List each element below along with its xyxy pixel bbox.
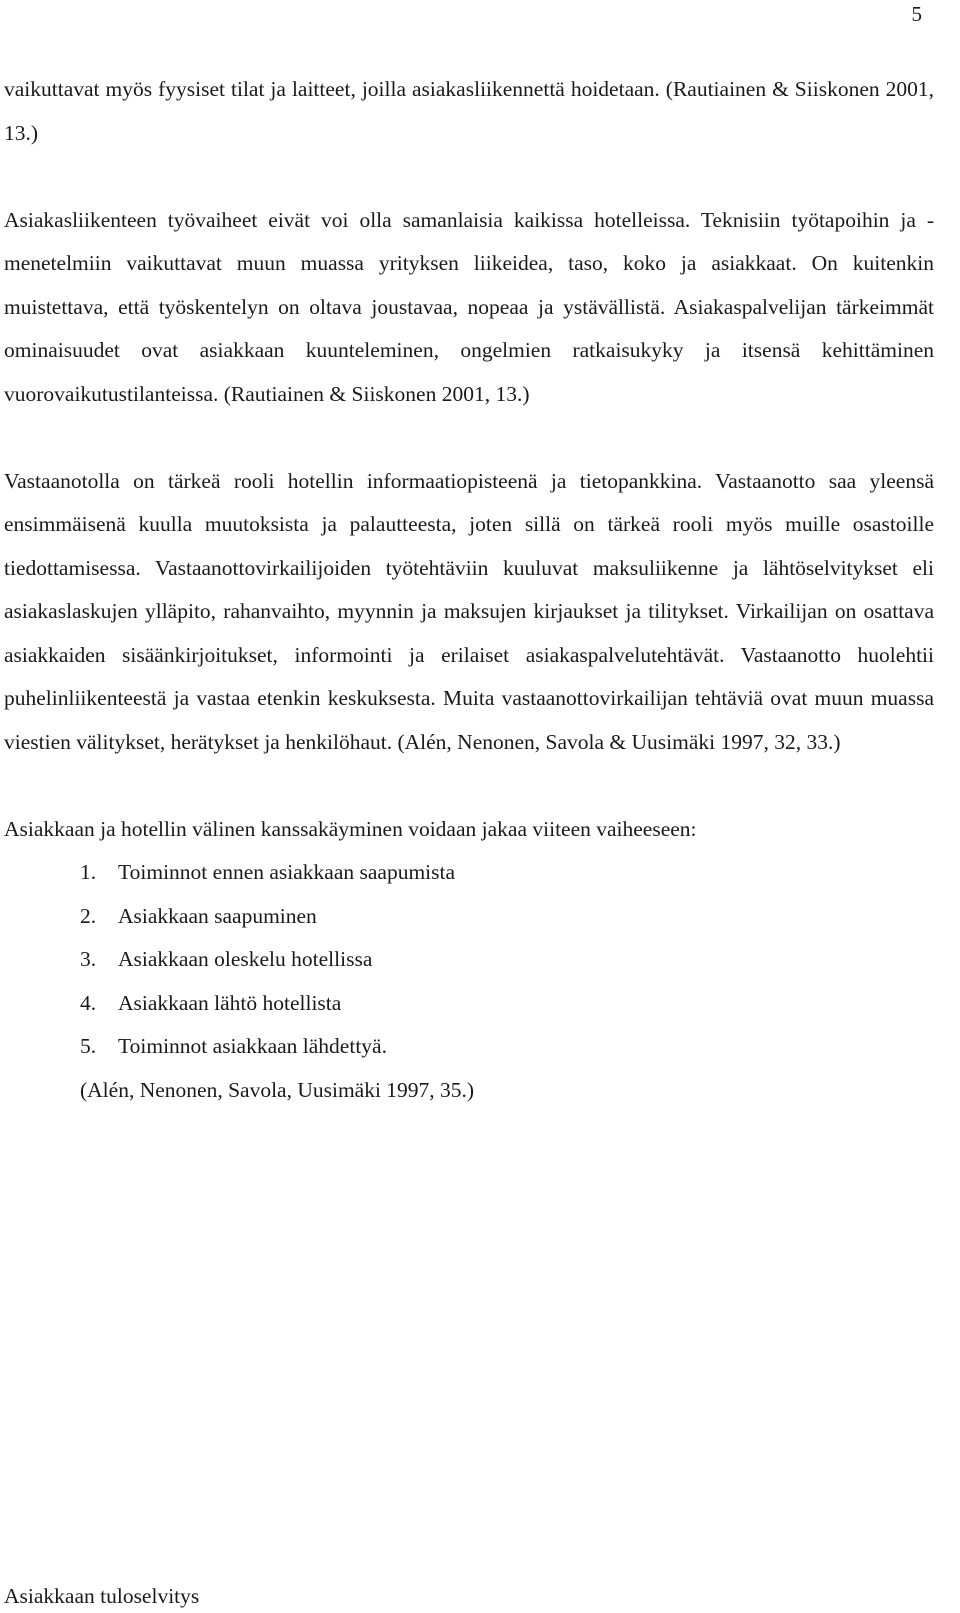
list-item-number: 3. <box>80 947 97 971</box>
list-intro: Asiakkaan ja hotellin välinen kanssakäyminen voidaan jakaa viiteen vaiheeseen: <box>4 816 697 841</box>
list-item-text: Toiminnot ennen asiakkaan saapumista <box>118 860 456 884</box>
section-heading: Asiakkaan tuloselvitys <box>4 1584 200 1608</box>
list-item-text: Asiakkaan oleskelu hotellissa <box>118 947 373 971</box>
phase-list <box>4 851 934 1069</box>
list-item-number: 2. <box>80 903 97 928</box>
document-body <box>4 68 934 1112</box>
list-item-number: 4. <box>80 990 97 1015</box>
paragraph-3: Vastaanotolla on tärkeä rooli hotellin informaatiopisteenä ja tietopankkina. Vastaanotto saa yleensä ensimmäisenä kuulla muutoksista ja palautteesta, joten sillä on tärkeä rooli myös muille osastoille tiedottamisessa. Vastaanottovirkailijoiden työtehtäviin kuuluvat maksuliikenne ja lähtöselvitykset eli asiakaslaskujen ylläpito, rahanvaihto, myynnin ja maksujen kirjaukset ja tilitykset. Virkailijan on osattava asiakkaiden sisäänkirjoitukset, informointi ja erilaiset asiakaspalvelutehtävät. Vastaanotto huolehtii puhelinliikenteestä ja vastaa etenkin keskuksesta. Muita vastaanottovirkailijan tehtäviä ovat muun muassa viestien välitykset, herätykset ja henkilöhaut. (Alén, Nenonen, Savola & Uusimäki 1997, 32, 33.) <box>4 468 934 754</box>
list-citation: (Alén, Nenonen, Savola, Uusimäki 1997, 35.) <box>80 1077 475 1102</box>
list-item-text: Asiakkaan lähtö hotellista <box>118 990 342 1015</box>
list-item-text: Asiakkaan saapuminen <box>118 903 317 928</box>
list-item <box>80 1025 934 1069</box>
list-item <box>80 895 934 939</box>
list-item <box>80 851 934 895</box>
paragraph-2: Asiakasliikenteen työvaiheet eivät voi olla samanlaisia kaikissa hotelleissa. Teknisiin työtapoihin ja -menetelmiin vaikuttavat muun muassa yrityksen liikeidea, taso, koko ja asiakkaat. On kuitenkin muistettava, että työskentelyn on oltava joustavaa, nopeaa ja ystävällistä. Asiakaspalvelijan tärkeimmät ominaisuudet ovat asiakkaan kuunteleminen, ongelmien ratkaisukyky ja itsensä kehittäminen vuorovaikutustilanteissa. (Rautiainen & Siiskonen 2001, 13.) <box>4 207 934 406</box>
list-item-number: 5. <box>80 1034 97 1058</box>
list-item-number: 1. <box>80 860 97 884</box>
list-item-text: Toiminnot asiakkaan lähdettyä. <box>118 1034 387 1058</box>
page-number: 5 <box>911 2 922 26</box>
list-item <box>80 938 934 982</box>
list-item <box>80 982 934 1026</box>
paragraph-1: vaikuttavat myös fyysiset tilat ja laitteet, joilla asiakasliikennettä hoidetaan. (Rautiainen & Siiskonen 2001, 13.) <box>4 77 934 145</box>
